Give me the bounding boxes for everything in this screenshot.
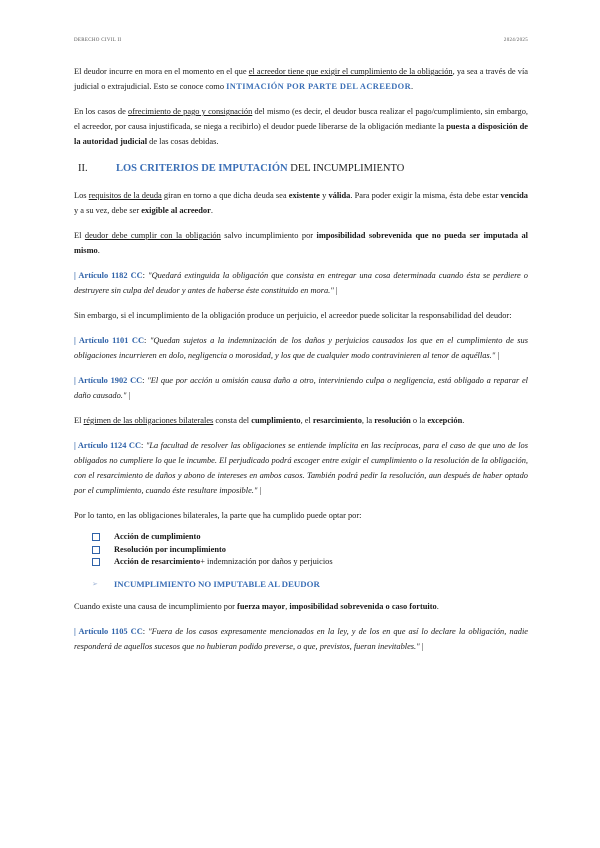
paragraph-consignacion: En los casos de ofrecimiento de pago y consignación del mismo (es decir, el deudor busca realizar el pago/cumplimiento, sin embargo, el acreedor, por causa injustificada, se niega a recibirlo) el deudor puede liberarse de la obligación mediante la puesta a disposición de la autoridad judicial de las cosas debidas.: [74, 107, 529, 146]
page-body: [74, 64, 528, 654]
list-item: Acción de resarcimiento + indemnización por daños y perjuicios: [92, 556, 528, 569]
list-item: Resolución por incumplimiento: [92, 544, 528, 557]
paragraph-fuerza-mayor: Cuando existe una causa de incumplimiento por fuerza mayor, imposibilidad sobrevenida o caso fortuito.: [74, 601, 439, 611]
quote-articulo-1902: | Artículo 1902 CC: "El que por acción u omisión causa daño a otro, interviniendo culpa o negligencia, está obligado a reparar el daño causado." |: [74, 376, 529, 400]
section-number: II.: [78, 163, 88, 174]
paragraph-requisitos: Los requisitos de la deuda giran en torno a que dicha deuda sea existente y válida. Para poder exigir la misma, ésta debe estar vencida y a su vez, debe ser exigible al acreedor.: [74, 191, 528, 215]
intimacion-highlight: INTIMACIÓN POR PARTE DEL ACREEDOR: [226, 82, 412, 91]
quote-articulo-1105: | Artículo 1105 CC: "Fuera de los casos expresamente mencionados en la ley, y de los en que así lo declare la obligación, nadie responderá de aquellos sucesos que no hubieran podido preverse, o que, previstos, fueran inevitables." |: [74, 626, 529, 651]
running-header-left: DERECHO CIVIL II: [74, 38, 122, 43]
paragraph-opciones-intro: Por lo tanto, en las obligaciones bilaterales, la parte que ha cumplido puede optar por:: [74, 511, 362, 520]
checkbox-square-icon: [92, 533, 100, 541]
section-heading: II. LOS CRITERIOS DE IMPUTACIÓN DEL INCUMPLIMIENTO: [74, 163, 528, 174]
arrow-bullet-icon: ➢: [92, 579, 98, 588]
quote-articulo-1101: | Artículo 1101 CC: "Quedan sujetos a la indemnización de los daños y perjuicios causados los que en el cumplimiento de sus obligaciones incurrieren en dolo, negligencia o morosidad, y los que de cualquier modo contravinieren al tenor de aquéllas." |: [74, 336, 528, 360]
paragraph-regimen-bilateral: El régimen de las obligaciones bilaterales consta del cumplimiento, el resarcimiento, la resolución o la excepción.: [74, 416, 465, 425]
quote-articulo-1124: | Artículo 1124 CC: "La facultad de resolver las obligaciones se entiende implícita en las recíprocas, para el caso de que uno de los obligados no cumpliere lo que le incumbe. El perjudicado podrá escoger entre exigir el cumplimiento o la resolución de la obligación, con el resarcimiento de daños y abono de intereses en ambos casos. También podrá pedir la resolución, aun después de haber optado por el cumplimiento, cuando éste resultare imposible." |: [74, 441, 528, 495]
paragraph-mora: El deudor incurre en mora en el momento en el que el acreedor tiene que exigir el cumplimiento de la obligación, ya sea a través de vía judicial o extrajudicial. Esto se conoce como INTIMACIÓN POR PARTE DEL ACREEDOR.: [74, 67, 528, 91]
list-item: Acción de cumplimiento: [92, 531, 528, 544]
paragraph-perjuicio: Sin embargo, si el incumplimiento de la obligación produce un perjuicio, el acreedor puede solicitar la responsabilidad del deudor:: [74, 311, 512, 320]
checkbox-square-icon: [92, 558, 100, 566]
quote-articulo-1182: | Artículo 1182 CC: "Quedará extinguida la obligación que consista en entregar una cosa determinada cuando ésta se perdiere o destruyere sin culpa del deudor y antes de haberse éste constituido en mora." |: [74, 271, 528, 295]
subsection-heading: ➢ INCUMPLIMIENTO NO IMPUTABLE AL DEUDOR: [92, 578, 320, 589]
checkbox-square-icon: [92, 546, 100, 554]
running-header-right: 2024/2025: [503, 38, 528, 43]
options-list: [74, 531, 528, 569]
paragraph-deudor-cumplir: El deudor debe cumplir con la obligación salvo incumplimiento por imposibilidad sobrevenida que no pueda ser imputada al mismo.: [74, 231, 528, 255]
